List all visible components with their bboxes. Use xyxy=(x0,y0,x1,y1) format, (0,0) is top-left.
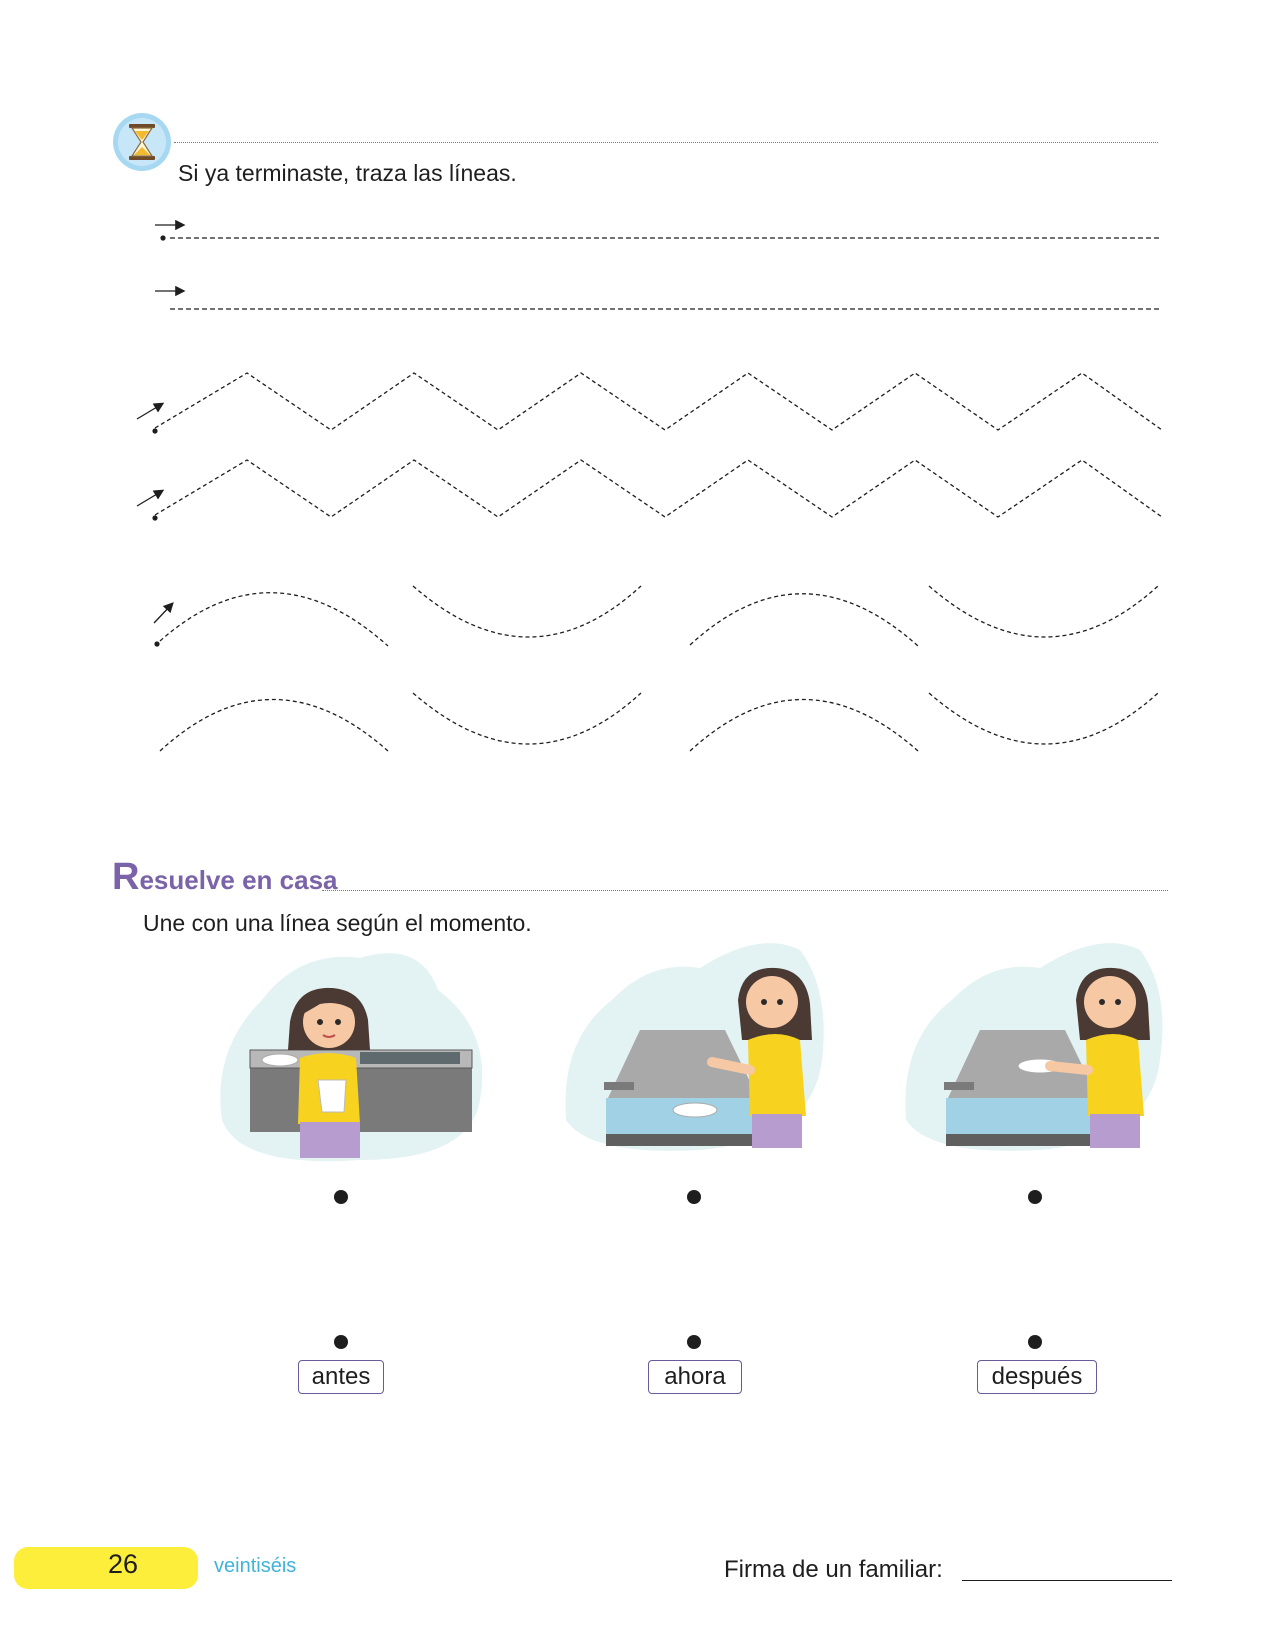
page-number-word: veintiséis xyxy=(214,1555,297,1577)
scene-despues-illustration xyxy=(905,943,1162,1151)
match-instruction: Une con una línea según el momento. xyxy=(143,910,532,936)
label-antes: antes xyxy=(298,1360,384,1394)
label-dot-antes xyxy=(334,1335,348,1349)
scene-antes-illustration xyxy=(220,953,482,1161)
picture-dot-antes xyxy=(334,1190,348,1204)
page-number: 26 xyxy=(108,1549,139,1579)
tracing-instruction: Si ya terminaste, traza las líneas. xyxy=(178,160,517,186)
label-dot-despues xyxy=(1028,1335,1042,1349)
signature-line[interactable] xyxy=(962,1580,1172,1581)
signature-label: Firma de un familiar: xyxy=(724,1556,943,1583)
scene-ahora-illustration xyxy=(565,943,823,1151)
section-title-rest: esuelve en casa xyxy=(139,865,338,895)
page-number-pill xyxy=(14,1547,198,1589)
picture-dot-ahora xyxy=(687,1190,701,1204)
label-ahora: ahora xyxy=(648,1360,742,1394)
picture-dot-despues xyxy=(1028,1190,1042,1204)
label-dot-ahora xyxy=(687,1335,701,1349)
section-title-cap: R xyxy=(112,856,140,898)
label-despues: después xyxy=(977,1360,1097,1394)
